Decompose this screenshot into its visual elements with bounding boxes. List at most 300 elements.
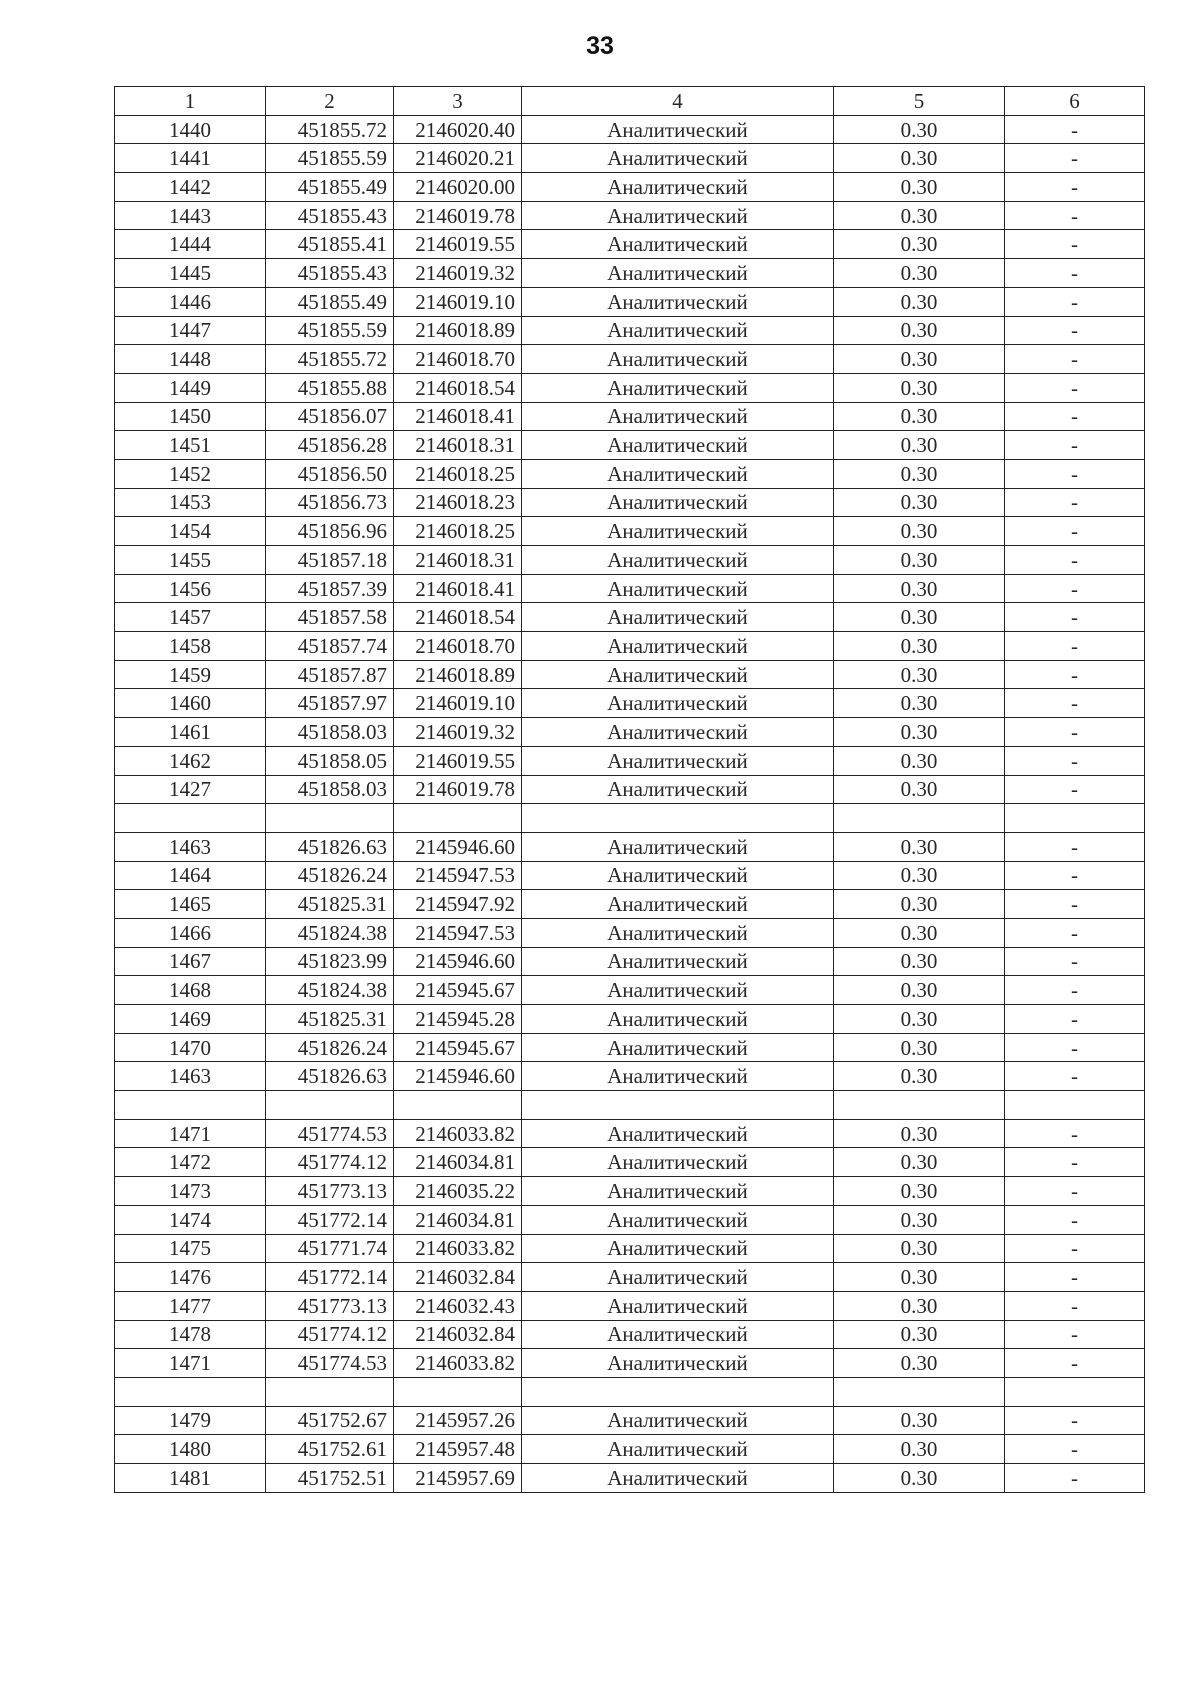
accuracy-cell: 0.30 — [834, 918, 1005, 947]
point-number-cell: 1450 — [115, 402, 266, 431]
note-cell: - — [1005, 316, 1145, 345]
method-cell: Аналитический — [522, 1406, 834, 1435]
y-coordinate-cell: 2146018.31 — [394, 546, 522, 575]
accuracy-cell: 0.30 — [834, 861, 1005, 890]
y-coordinate-cell: 2146019.10 — [394, 287, 522, 316]
note-cell: - — [1005, 775, 1145, 804]
table-row — [115, 1377, 1145, 1406]
note-cell: - — [1005, 947, 1145, 976]
accuracy-cell: 0.30 — [834, 603, 1005, 632]
x-coordinate-cell: 451855.72 — [266, 115, 394, 144]
table-row — [115, 890, 1145, 919]
note-cell — [1005, 1091, 1145, 1120]
note-cell: - — [1005, 632, 1145, 661]
y-coordinate-cell: 2146019.78 — [394, 775, 522, 804]
table-body — [115, 115, 1145, 1492]
x-coordinate-cell: 451855.41 — [266, 230, 394, 259]
point-number-cell: 1455 — [115, 546, 266, 575]
note-cell: - — [1005, 1119, 1145, 1148]
accuracy-cell: 0.30 — [834, 775, 1005, 804]
point-number-cell: 1454 — [115, 517, 266, 546]
x-coordinate-cell: 451855.43 — [266, 201, 394, 230]
x-coordinate-cell: 451858.03 — [266, 718, 394, 747]
point-number-cell — [115, 1091, 266, 1120]
y-coordinate-cell: 2146018.41 — [394, 402, 522, 431]
x-coordinate-cell: 451826.24 — [266, 1033, 394, 1062]
y-coordinate-cell: 2146032.84 — [394, 1320, 522, 1349]
note-cell: - — [1005, 1062, 1145, 1091]
table-row — [115, 1464, 1145, 1493]
table-row — [115, 574, 1145, 603]
y-coordinate-cell: 2146018.25 — [394, 459, 522, 488]
y-coordinate-cell: 2145946.60 — [394, 832, 522, 861]
accuracy-cell: 0.30 — [834, 173, 1005, 202]
y-coordinate-cell: 2146020.21 — [394, 144, 522, 173]
accuracy-cell: 0.30 — [834, 1435, 1005, 1464]
y-coordinate-cell: 2146019.32 — [394, 718, 522, 747]
y-coordinate-cell: 2146019.78 — [394, 201, 522, 230]
method-cell: Аналитический — [522, 689, 834, 718]
table-row — [115, 115, 1145, 144]
accuracy-cell: 0.30 — [834, 488, 1005, 517]
table-row — [115, 603, 1145, 632]
y-coordinate-cell — [394, 1091, 522, 1120]
note-cell — [1005, 804, 1145, 833]
table-row — [115, 861, 1145, 890]
note-cell: - — [1005, 459, 1145, 488]
x-coordinate-cell: 451855.59 — [266, 316, 394, 345]
note-cell: - — [1005, 431, 1145, 460]
point-number-cell: 1471 — [115, 1119, 266, 1148]
accuracy-cell: 0.30 — [834, 373, 1005, 402]
point-number-cell: 1427 — [115, 775, 266, 804]
method-cell: Аналитический — [522, 230, 834, 259]
x-coordinate-cell: 451772.14 — [266, 1205, 394, 1234]
x-coordinate-cell: 451858.05 — [266, 746, 394, 775]
table-row — [115, 546, 1145, 575]
accuracy-cell: 0.30 — [834, 1033, 1005, 1062]
point-number-cell: 1477 — [115, 1291, 266, 1320]
table-row — [115, 1091, 1145, 1120]
point-number-cell: 1469 — [115, 1005, 266, 1034]
accuracy-cell — [834, 1377, 1005, 1406]
table-row — [115, 459, 1145, 488]
table-row — [115, 173, 1145, 202]
note-cell: - — [1005, 1291, 1145, 1320]
accuracy-cell: 0.30 — [834, 1148, 1005, 1177]
y-coordinate-cell: 2146020.00 — [394, 173, 522, 202]
point-number-cell — [115, 804, 266, 833]
point-number-cell: 1452 — [115, 459, 266, 488]
note-cell: - — [1005, 1349, 1145, 1378]
x-coordinate-cell — [266, 804, 394, 833]
table-row — [115, 144, 1145, 173]
x-coordinate-cell — [266, 1091, 394, 1120]
accuracy-cell — [834, 1091, 1005, 1120]
table-row — [115, 1263, 1145, 1292]
accuracy-cell: 0.30 — [834, 1464, 1005, 1493]
table-row — [115, 1205, 1145, 1234]
y-coordinate-cell: 2146032.84 — [394, 1263, 522, 1292]
point-number-cell: 1471 — [115, 1349, 266, 1378]
point-number-cell: 1459 — [115, 660, 266, 689]
note-cell: - — [1005, 546, 1145, 575]
method-cell: Аналитический — [522, 1291, 834, 1320]
accuracy-cell: 0.30 — [834, 660, 1005, 689]
x-coordinate-cell: 451774.12 — [266, 1148, 394, 1177]
table-row — [115, 918, 1145, 947]
point-number-cell: 1456 — [115, 574, 266, 603]
method-cell: Аналитический — [522, 1033, 834, 1062]
method-cell: Аналитический — [522, 488, 834, 517]
note-cell: - — [1005, 115, 1145, 144]
note-cell: - — [1005, 144, 1145, 173]
y-coordinate-cell: 2145946.60 — [394, 1062, 522, 1091]
method-cell: Аналитический — [522, 1263, 834, 1292]
y-coordinate-cell: 2145947.53 — [394, 861, 522, 890]
y-coordinate-cell: 2146018.54 — [394, 603, 522, 632]
note-cell: - — [1005, 1033, 1145, 1062]
accuracy-cell: 0.30 — [834, 144, 1005, 173]
table-row — [115, 775, 1145, 804]
y-coordinate-cell: 2146018.41 — [394, 574, 522, 603]
table-row — [115, 287, 1145, 316]
x-coordinate-cell: 451855.88 — [266, 373, 394, 402]
table-row — [115, 1005, 1145, 1034]
x-coordinate-cell — [266, 1377, 394, 1406]
point-number-cell: 1461 — [115, 718, 266, 747]
note-cell: - — [1005, 718, 1145, 747]
y-coordinate-cell: 2145957.48 — [394, 1435, 522, 1464]
x-coordinate-cell: 451771.74 — [266, 1234, 394, 1263]
method-cell — [522, 1377, 834, 1406]
table-row — [115, 316, 1145, 345]
table-row — [115, 718, 1145, 747]
accuracy-cell: 0.30 — [834, 832, 1005, 861]
method-cell: Аналитический — [522, 775, 834, 804]
point-number-cell: 1449 — [115, 373, 266, 402]
column-header-method: 4 — [522, 87, 834, 116]
accuracy-cell: 0.30 — [834, 947, 1005, 976]
note-cell: - — [1005, 1177, 1145, 1206]
point-number-cell: 1465 — [115, 890, 266, 919]
note-cell: - — [1005, 574, 1145, 603]
note-cell: - — [1005, 1464, 1145, 1493]
method-cell: Аналитический — [522, 1205, 834, 1234]
table-row — [115, 201, 1145, 230]
method-cell: Аналитический — [522, 718, 834, 747]
x-coordinate-cell: 451856.73 — [266, 488, 394, 517]
accuracy-cell: 0.30 — [834, 1062, 1005, 1091]
point-number-cell: 1474 — [115, 1205, 266, 1234]
table-row — [115, 431, 1145, 460]
y-coordinate-cell: 2146033.82 — [394, 1234, 522, 1263]
method-cell: Аналитический — [522, 173, 834, 202]
y-coordinate-cell — [394, 804, 522, 833]
point-number-cell: 1440 — [115, 115, 266, 144]
note-cell: - — [1005, 173, 1145, 202]
accuracy-cell: 0.30 — [834, 345, 1005, 374]
y-coordinate-cell: 2146018.70 — [394, 345, 522, 374]
method-cell: Аналитический — [522, 373, 834, 402]
accuracy-cell: 0.30 — [834, 976, 1005, 1005]
point-number-cell: 1473 — [115, 1177, 266, 1206]
y-coordinate-cell: 2146019.55 — [394, 230, 522, 259]
method-cell: Аналитический — [522, 1062, 834, 1091]
accuracy-cell: 0.30 — [834, 574, 1005, 603]
x-coordinate-cell: 451774.12 — [266, 1320, 394, 1349]
table-row — [115, 976, 1145, 1005]
x-coordinate-cell: 451824.38 — [266, 918, 394, 947]
method-cell: Аналитический — [522, 1005, 834, 1034]
y-coordinate-cell: 2146034.81 — [394, 1205, 522, 1234]
y-coordinate-cell: 2146019.55 — [394, 746, 522, 775]
y-coordinate-cell: 2146020.40 — [394, 115, 522, 144]
accuracy-cell: 0.30 — [834, 431, 1005, 460]
table-row — [115, 1148, 1145, 1177]
note-cell: - — [1005, 918, 1145, 947]
table-header — [115, 87, 1145, 116]
x-coordinate-cell: 451772.14 — [266, 1263, 394, 1292]
point-number-cell: 1447 — [115, 316, 266, 345]
table-row — [115, 689, 1145, 718]
table-row — [115, 373, 1145, 402]
accuracy-cell: 0.30 — [834, 1177, 1005, 1206]
note-cell: - — [1005, 1406, 1145, 1435]
point-number-cell: 1458 — [115, 632, 266, 661]
method-cell: Аналитический — [522, 259, 834, 288]
y-coordinate-cell: 2146018.89 — [394, 660, 522, 689]
method-cell: Аналитический — [522, 316, 834, 345]
x-coordinate-cell: 451857.87 — [266, 660, 394, 689]
point-number-cell: 1451 — [115, 431, 266, 460]
x-coordinate-cell: 451857.39 — [266, 574, 394, 603]
note-cell — [1005, 1377, 1145, 1406]
x-coordinate-cell: 451856.96 — [266, 517, 394, 546]
point-number-cell: 1480 — [115, 1435, 266, 1464]
point-number-cell: 1457 — [115, 603, 266, 632]
method-cell: Аналитический — [522, 517, 834, 546]
method-cell: Аналитический — [522, 144, 834, 173]
accuracy-cell: 0.30 — [834, 1119, 1005, 1148]
point-number-cell: 1467 — [115, 947, 266, 976]
accuracy-cell: 0.30 — [834, 316, 1005, 345]
x-coordinate-cell: 451857.18 — [266, 546, 394, 575]
accuracy-cell: 0.30 — [834, 201, 1005, 230]
y-coordinate-cell: 2146032.43 — [394, 1291, 522, 1320]
accuracy-cell: 0.30 — [834, 689, 1005, 718]
method-cell: Аналитический — [522, 287, 834, 316]
y-coordinate-cell: 2145957.26 — [394, 1406, 522, 1435]
x-coordinate-cell: 451752.61 — [266, 1435, 394, 1464]
note-cell: - — [1005, 1205, 1145, 1234]
method-cell: Аналитический — [522, 459, 834, 488]
y-coordinate-cell: 2146018.89 — [394, 316, 522, 345]
table-row — [115, 1062, 1145, 1091]
accuracy-cell: 0.30 — [834, 1349, 1005, 1378]
x-coordinate-cell: 451855.72 — [266, 345, 394, 374]
method-cell: Аналитический — [522, 632, 834, 661]
accuracy-cell: 0.30 — [834, 1005, 1005, 1034]
x-coordinate-cell: 451752.51 — [266, 1464, 394, 1493]
table-row — [115, 947, 1145, 976]
point-number-cell: 1479 — [115, 1406, 266, 1435]
point-number-cell — [115, 1377, 266, 1406]
x-coordinate-cell: 451773.13 — [266, 1291, 394, 1320]
note-cell: - — [1005, 1234, 1145, 1263]
table-row — [115, 660, 1145, 689]
y-coordinate-cell: 2146018.25 — [394, 517, 522, 546]
note-cell: - — [1005, 201, 1145, 230]
accuracy-cell: 0.30 — [834, 746, 1005, 775]
point-number-cell: 1445 — [115, 259, 266, 288]
method-cell: Аналитический — [522, 1234, 834, 1263]
y-coordinate-cell: 2145947.92 — [394, 890, 522, 919]
x-coordinate-cell: 451773.13 — [266, 1177, 394, 1206]
method-cell: Аналитический — [522, 431, 834, 460]
method-cell: Аналитический — [522, 574, 834, 603]
y-coordinate-cell: 2146019.32 — [394, 259, 522, 288]
header-row — [115, 87, 1145, 116]
point-number-cell: 1446 — [115, 287, 266, 316]
x-coordinate-cell: 451823.99 — [266, 947, 394, 976]
accuracy-cell: 0.30 — [834, 890, 1005, 919]
y-coordinate-cell: 2146033.82 — [394, 1349, 522, 1378]
y-coordinate-cell: 2145946.60 — [394, 947, 522, 976]
method-cell: Аналитический — [522, 1320, 834, 1349]
x-coordinate-cell: 451855.49 — [266, 173, 394, 202]
method-cell: Аналитический — [522, 1148, 834, 1177]
method-cell: Аналитический — [522, 746, 834, 775]
y-coordinate-cell: 2146018.31 — [394, 431, 522, 460]
x-coordinate-cell: 451858.03 — [266, 775, 394, 804]
note-cell: - — [1005, 890, 1145, 919]
note-cell: - — [1005, 976, 1145, 1005]
y-coordinate-cell: 2146018.23 — [394, 488, 522, 517]
accuracy-cell: 0.30 — [834, 287, 1005, 316]
method-cell: Аналитический — [522, 890, 834, 919]
point-number-cell: 1442 — [115, 173, 266, 202]
note-cell: - — [1005, 373, 1145, 402]
method-cell: Аналитический — [522, 1435, 834, 1464]
method-cell: Аналитический — [522, 201, 834, 230]
y-coordinate-cell: 2146033.82 — [394, 1119, 522, 1148]
note-cell: - — [1005, 1263, 1145, 1292]
column-header-note: 6 — [1005, 87, 1145, 116]
accuracy-cell: 0.30 — [834, 1205, 1005, 1234]
column-header-accuracy: 5 — [834, 87, 1005, 116]
column-header-point-number: 1 — [115, 87, 266, 116]
note-cell: - — [1005, 1148, 1145, 1177]
accuracy-cell: 0.30 — [834, 230, 1005, 259]
table-row — [115, 230, 1145, 259]
column-header-x: 2 — [266, 87, 394, 116]
method-cell: Аналитический — [522, 1349, 834, 1378]
x-coordinate-cell: 451826.63 — [266, 1062, 394, 1091]
method-cell: Аналитический — [522, 546, 834, 575]
point-number-cell: 1443 — [115, 201, 266, 230]
x-coordinate-cell: 451774.53 — [266, 1119, 394, 1148]
accuracy-cell: 0.30 — [834, 1320, 1005, 1349]
table-row — [115, 1234, 1145, 1263]
point-number-cell: 1460 — [115, 689, 266, 718]
x-coordinate-cell: 451857.58 — [266, 603, 394, 632]
note-cell: - — [1005, 287, 1145, 316]
point-number-cell: 1478 — [115, 1320, 266, 1349]
method-cell: Аналитический — [522, 832, 834, 861]
accuracy-cell — [834, 804, 1005, 833]
note-cell: - — [1005, 689, 1145, 718]
table-row — [115, 1177, 1145, 1206]
x-coordinate-cell: 451856.50 — [266, 459, 394, 488]
point-number-cell: 1462 — [115, 746, 266, 775]
table-row — [115, 1406, 1145, 1435]
note-cell: - — [1005, 402, 1145, 431]
point-number-cell: 1476 — [115, 1263, 266, 1292]
accuracy-cell: 0.30 — [834, 632, 1005, 661]
point-number-cell: 1441 — [115, 144, 266, 173]
y-coordinate-cell: 2145957.69 — [394, 1464, 522, 1493]
point-number-cell: 1475 — [115, 1234, 266, 1263]
y-coordinate-cell: 2145945.28 — [394, 1005, 522, 1034]
method-cell: Аналитический — [522, 1119, 834, 1148]
x-coordinate-cell: 451825.31 — [266, 1005, 394, 1034]
method-cell: Аналитический — [522, 861, 834, 890]
method-cell: Аналитический — [522, 603, 834, 632]
table-row — [115, 402, 1145, 431]
method-cell — [522, 804, 834, 833]
x-coordinate-cell: 451857.97 — [266, 689, 394, 718]
note-cell: - — [1005, 230, 1145, 259]
accuracy-cell: 0.30 — [834, 1291, 1005, 1320]
x-coordinate-cell: 451856.07 — [266, 402, 394, 431]
note-cell: - — [1005, 660, 1145, 689]
method-cell: Аналитический — [522, 402, 834, 431]
accuracy-cell: 0.30 — [834, 259, 1005, 288]
y-coordinate-cell: 2146035.22 — [394, 1177, 522, 1206]
column-header-y: 3 — [394, 87, 522, 116]
point-number-cell: 1463 — [115, 832, 266, 861]
point-number-cell: 1466 — [115, 918, 266, 947]
y-coordinate-cell: 2146018.54 — [394, 373, 522, 402]
method-cell: Аналитический — [522, 947, 834, 976]
x-coordinate-cell: 451825.31 — [266, 890, 394, 919]
point-number-cell: 1453 — [115, 488, 266, 517]
point-number-cell: 1481 — [115, 1464, 266, 1493]
table-row — [115, 1320, 1145, 1349]
accuracy-cell: 0.30 — [834, 1406, 1005, 1435]
method-cell: Аналитический — [522, 660, 834, 689]
point-number-cell: 1448 — [115, 345, 266, 374]
table-row — [115, 832, 1145, 861]
table-row — [115, 746, 1145, 775]
accuracy-cell: 0.30 — [834, 1263, 1005, 1292]
table-row — [115, 345, 1145, 374]
method-cell: Аналитический — [522, 976, 834, 1005]
note-cell: - — [1005, 746, 1145, 775]
x-coordinate-cell: 451855.49 — [266, 287, 394, 316]
y-coordinate-cell: 2145945.67 — [394, 976, 522, 1005]
accuracy-cell: 0.30 — [834, 402, 1005, 431]
point-number-cell: 1464 — [115, 861, 266, 890]
note-cell: - — [1005, 517, 1145, 546]
note-cell: - — [1005, 488, 1145, 517]
y-coordinate-cell: 2146018.70 — [394, 632, 522, 661]
x-coordinate-cell: 451857.74 — [266, 632, 394, 661]
accuracy-cell: 0.30 — [834, 718, 1005, 747]
method-cell: Аналитический — [522, 918, 834, 947]
table-row — [115, 259, 1145, 288]
